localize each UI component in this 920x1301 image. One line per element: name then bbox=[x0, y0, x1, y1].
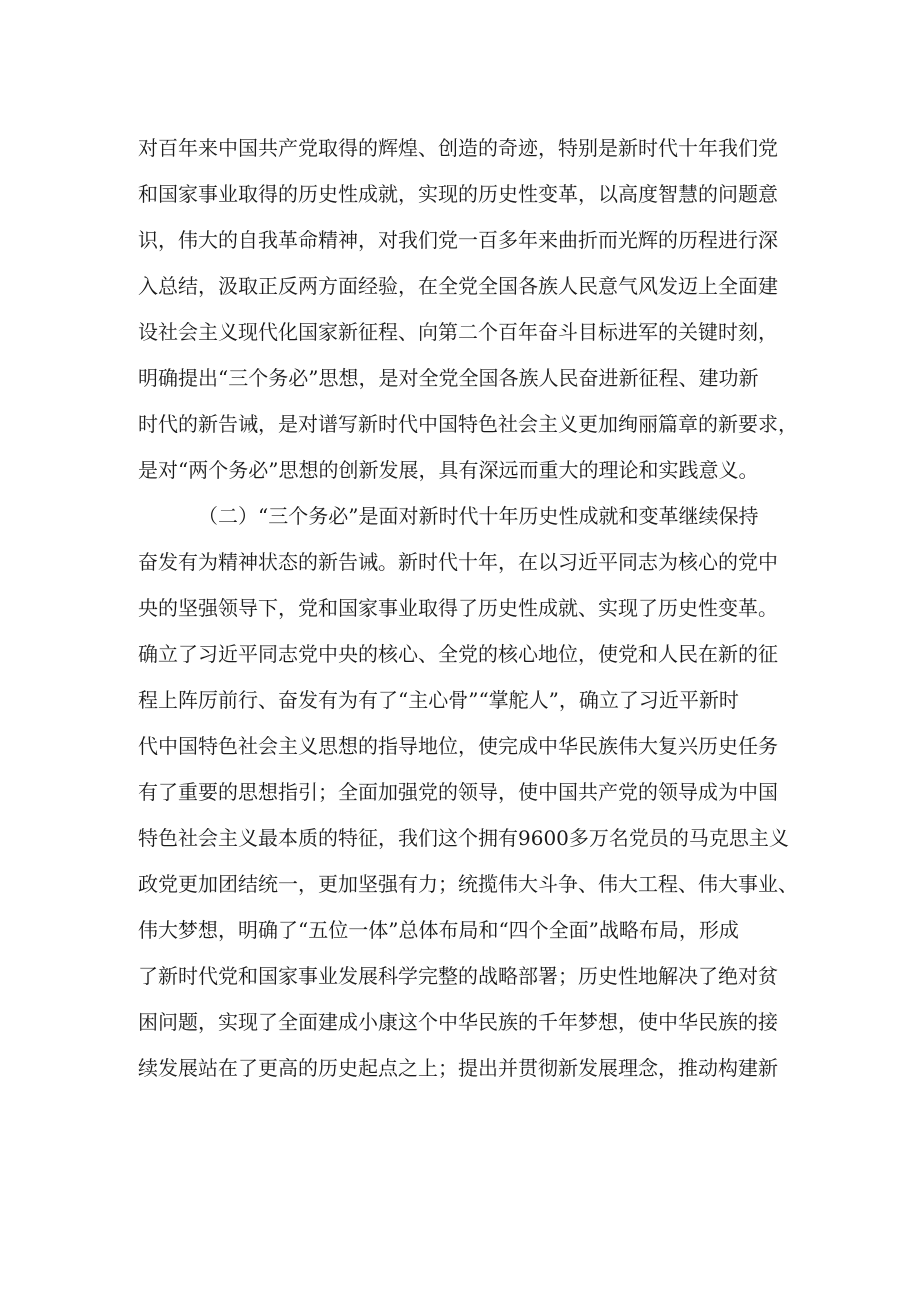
text-line-1: 对百年来中国共产党取得的辉煌、创造的奇迹，特别是新时代十年我们党 bbox=[138, 136, 778, 160]
text-line-17: 政党更加团结统一，更加坚强有力；统揽伟大斗争、伟大工程、伟大事业、 bbox=[138, 872, 798, 896]
text-line-13: 程上阵厉前行、奋发有为有了“主心骨”“掌舵人”，确立了习近平新时 bbox=[138, 688, 739, 712]
text-line-10: 奋发有为精神状态的新告诫。新时代十年，在以习近平同志为核心的党中 bbox=[138, 550, 778, 574]
text-line-19: 了新时代党和国家事业发展科学完整的战略部署；历史性地解决了绝对贫 bbox=[138, 964, 778, 988]
text-line-8: 是对“两个务必”思想的创新发展，具有深远而重大的理论和实践意义。 bbox=[138, 458, 759, 482]
text-line-15: 有了重要的思想指引；全面加强党的领导，使中国共产党的领导成为中国 bbox=[138, 780, 778, 804]
text-line-20: 困问题，实现了全面建成小康这个中华民族的千年梦想，使中华民族的接 bbox=[138, 1010, 778, 1034]
text-line-21: 续发展站在了更高的历史起点之上；提出并贯彻新发展理念，推动构建新 bbox=[138, 1056, 778, 1080]
text-line-7: 时代的新告诫，是对谱写新时代中国特色社会主义更加绚丽篇章的新要求， bbox=[138, 412, 798, 436]
section-heading-line: （二）“三个务必”是面对新时代十年历史性成就和变革继续保持 bbox=[198, 504, 759, 528]
text-line-3: 识，伟大的自我革命精神，对我们党一百多年来曲折而光辉的历程进行深 bbox=[138, 228, 778, 252]
text-line-14: 代中国特色社会主义思想的指导地位，使完成中华民族伟大复兴历史任务 bbox=[138, 734, 778, 758]
text-line-11: 央的坚强领导下，党和国家事业取得了历史性成就、实现了历史性变革。 bbox=[138, 596, 778, 620]
text-line-16: 特色社会主义最本质的特征，我们这个拥有9600多万名党员的马克思主义 bbox=[138, 826, 789, 850]
text-line-12: 确立了习近平同志党中央的核心、全党的核心地位，使党和人民在新的征 bbox=[138, 642, 778, 666]
text-line-4: 入总结，汲取正反两方面经验，在全党全国各族人民意气风发迈上全面建 bbox=[138, 274, 778, 298]
text-line-18: 伟大梦想，明确了“五位一体”总体布局和“四个全面”战略布局，形成 bbox=[138, 918, 739, 942]
text-line-2: 和国家事业取得的历史性成就，实现的历史性变革，以高度智慧的问题意 bbox=[138, 182, 778, 206]
text-line-5: 设社会主义现代化国家新征程、向第二个百年奋斗目标进军的关键时刻， bbox=[138, 320, 778, 344]
text-line-6: 明确提出“三个务必”思想，是对全党全国各族人民奋进新征程、建功新 bbox=[138, 366, 759, 390]
